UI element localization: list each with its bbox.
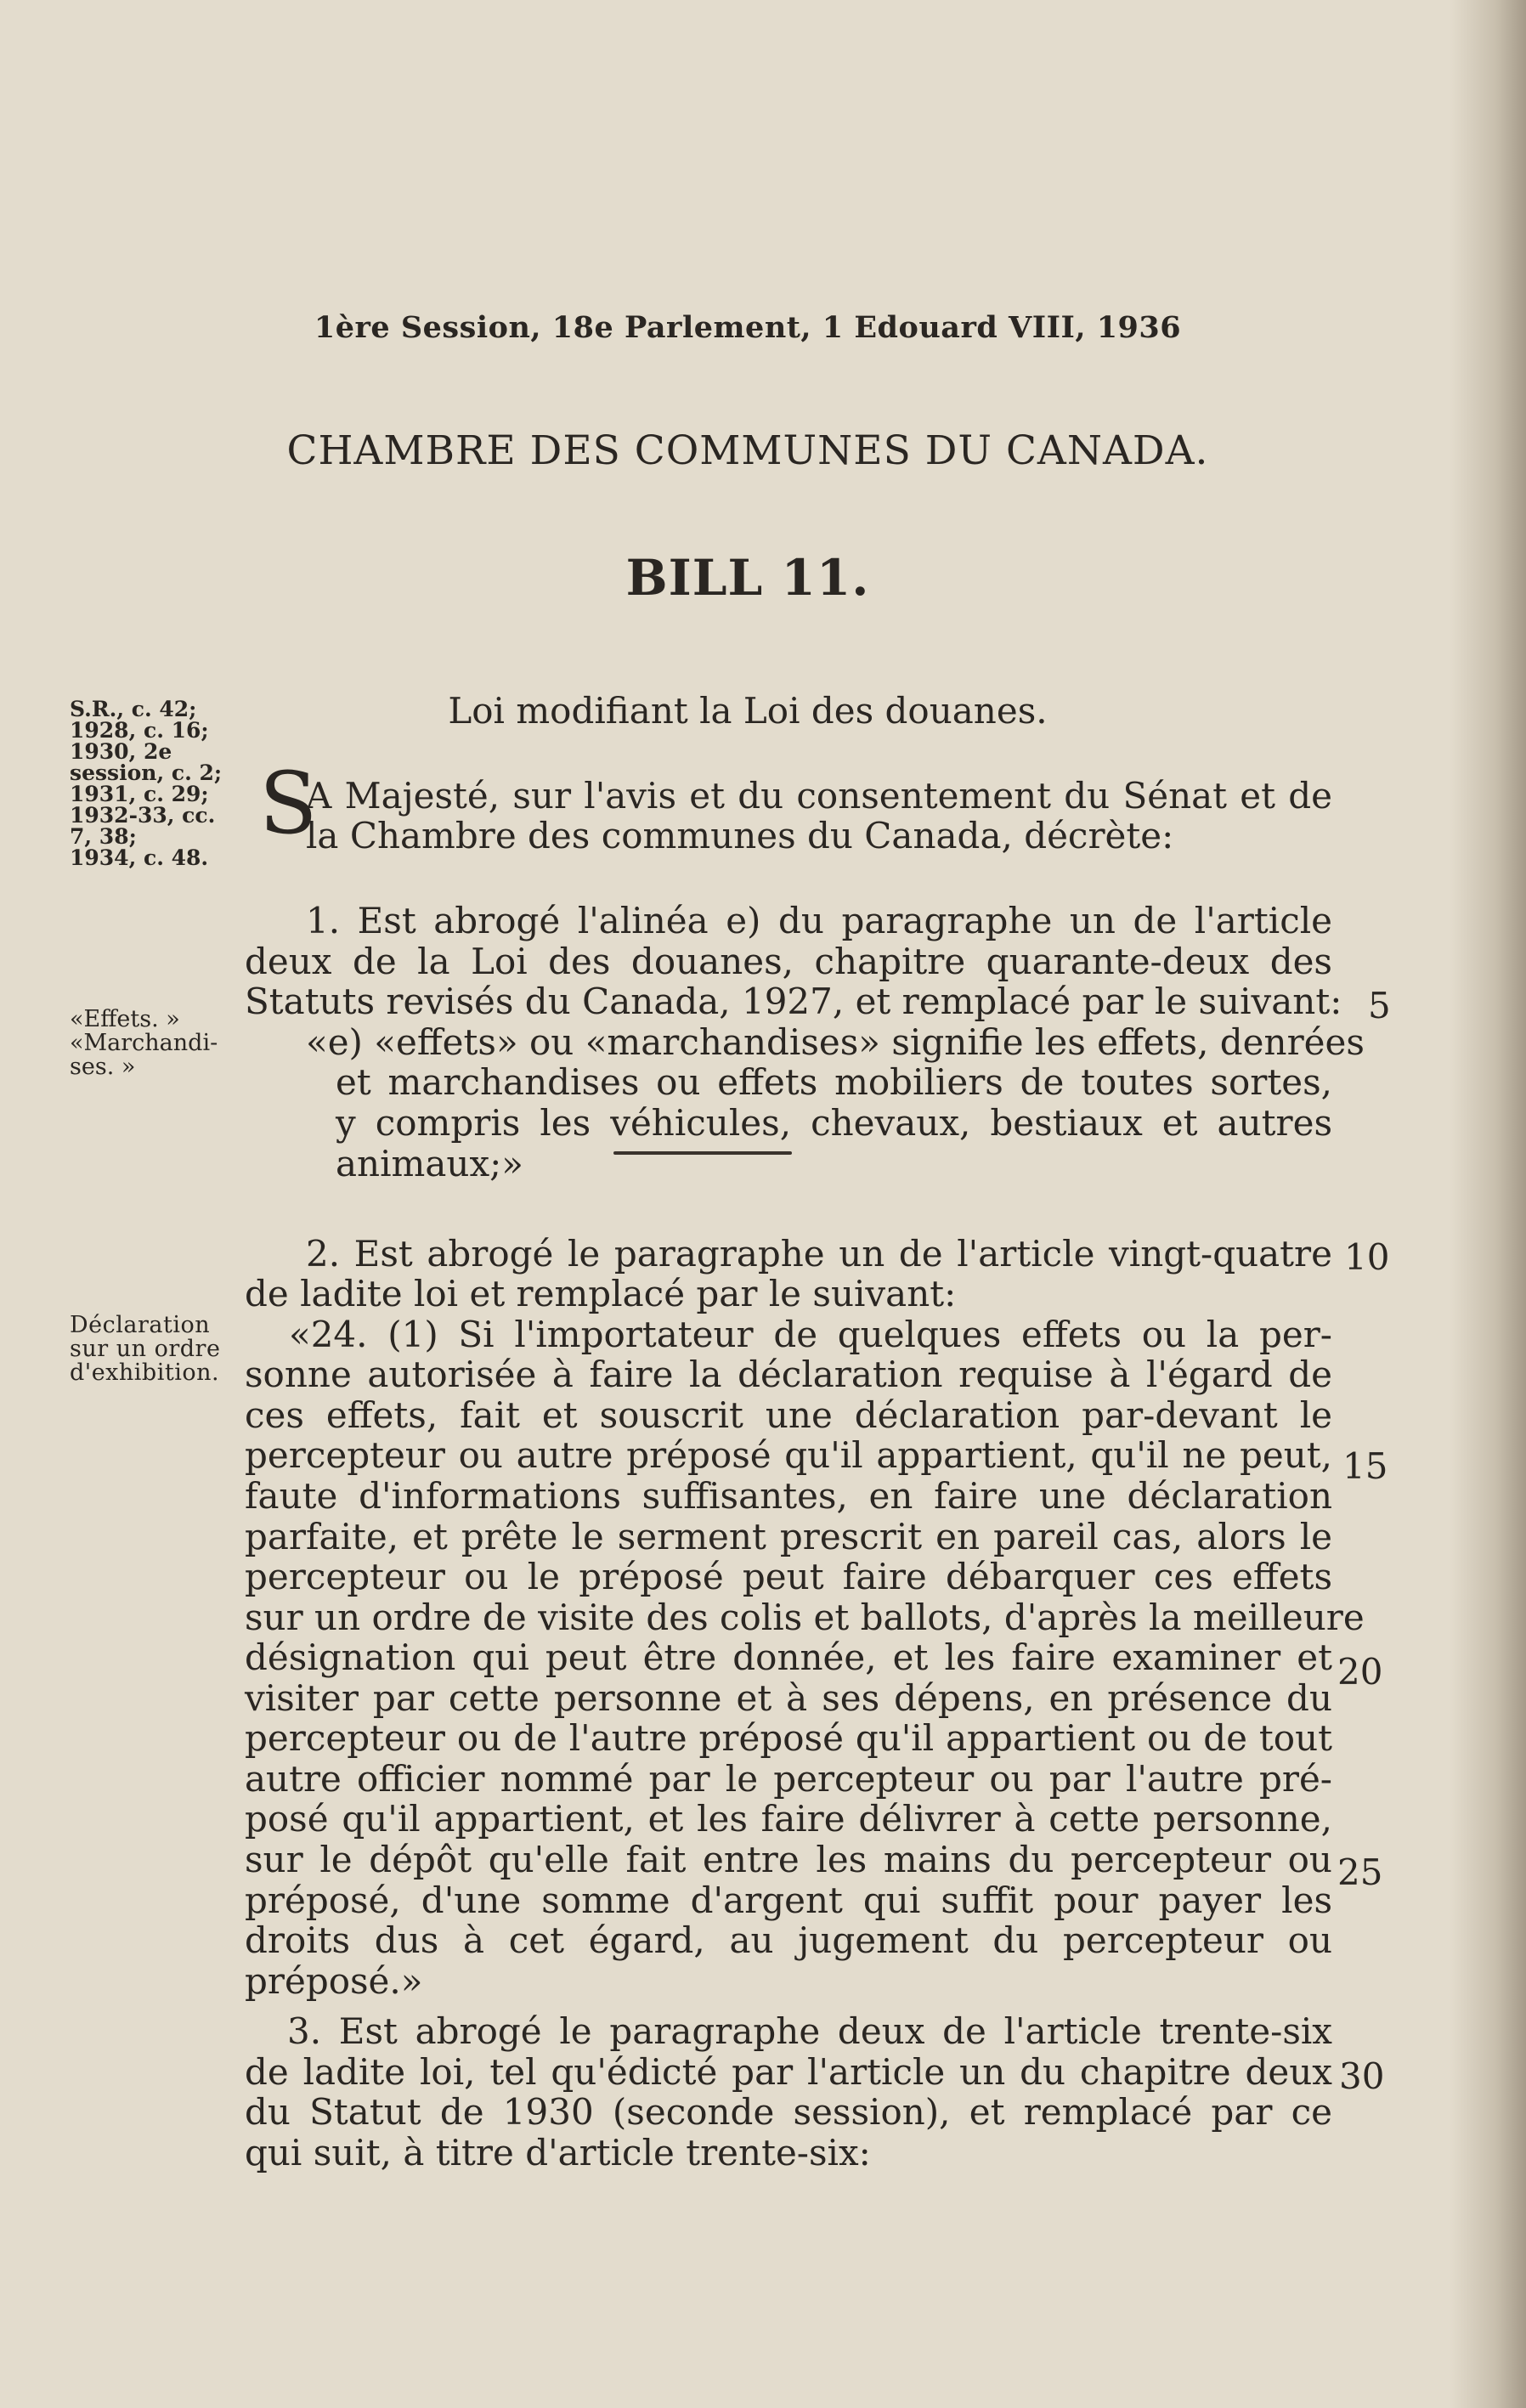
section-1-line: animaux;» <box>336 1143 523 1184</box>
section-2-line: préposé, d'une somme d'argent qui suffit pour payer les <box>245 1879 1332 1921</box>
section-1-line: 1. Est abrogé l'alinéa e) du paragraphe un de l'article <box>306 900 1332 941</box>
section-3-line: de ladite loi, tel qu'édicté par l'article un du chapitre deux <box>245 2051 1332 2093</box>
line-number: 5 <box>1368 985 1391 1026</box>
margin-note-declaration: Déclaration sur un ordre d'exhibition. <box>70 1312 221 1386</box>
bill-title: Loi modifiant la Loi des douanes. <box>448 690 1048 732</box>
section-2-line: préposé.» <box>245 1960 423 2002</box>
section-1-line: y compris les véhicules, chevaux, bestiaux et autres <box>336 1102 1332 1144</box>
line-number: 30 <box>1339 2055 1385 2097</box>
section-2-line: percepteur ou autre préposé qu'il appartient, qu'il ne peut, <box>245 1434 1332 1476</box>
line-number: 25 <box>1337 1851 1383 1893</box>
line-number: 20 <box>1337 1651 1383 1693</box>
handwritten-underline <box>613 1151 792 1155</box>
enacting-line-2: la Chambre des communes du Canada, décrète: <box>306 815 1174 856</box>
section-1-line: deux de la Loi des douanes, chapitre quarante-deux des <box>245 941 1332 982</box>
line-number: 15 <box>1342 1445 1388 1487</box>
section-2-line: parfaite, et prête le serment prescrit en pareil cas, alors le <box>245 1516 1332 1557</box>
margin-note-references: S.R., c. 42; 1928, c. 16; 1930, 2e session, c. 2; 1931, c. 29; 1932-33, cc. 7, 38; 1934, c. 48. <box>70 697 223 870</box>
section-1-line: Statuts revisés du Canada, 1927, et remplacé par le suivant: <box>245 981 1342 1022</box>
section-3-line: 3. Est abrogé le paragraphe deux de l'article trente-six <box>287 2010 1332 2052</box>
section-2-line: de ladite loi et remplacé par le suivant: <box>245 1273 957 1314</box>
section-2-line: faute d'informations suffisantes, en faire une déclaration <box>245 1475 1332 1517</box>
section-2-line: «24. (1) Si l'importateur de quelques effets ou la per- <box>289 1314 1332 1355</box>
section-2-line: désignation qui peut être donnée, et les faire examiner et <box>245 1636 1332 1678</box>
section-2-line: percepteur ou le préposé peut faire débarquer ces effets <box>245 1556 1332 1597</box>
line-number: 10 <box>1344 1236 1390 1278</box>
margin-note-effets: «Effets. » «Marchandi- ses. » <box>70 1006 218 1080</box>
section-3-line: qui suit, à titre d'article trente-six: <box>245 2132 871 2173</box>
section-1-line: et marchandises ou effets mobiliers de toutes sortes, <box>336 1061 1332 1103</box>
chamber-header: CHAMBRE DES COMMUNES DU CANADA. <box>286 427 1209 474</box>
bill-number: BILL 11. <box>625 549 870 607</box>
section-2-line: autre officier nommé par le percepteur ou par l'autre pré- <box>245 1758 1332 1800</box>
section-3-line: du Statut de 1930 (seconde session), et remplacé par ce <box>245 2091 1332 2133</box>
page-edge-shadow <box>1450 0 1526 2408</box>
session-header: 1ère Session, 18e Parlement, 1 Edouard VIII, 1936 <box>314 310 1182 345</box>
section-2-line: percepteur ou de l'autre préposé qu'il appartient ou de tout <box>245 1717 1332 1759</box>
section-2-line: sur un ordre de visite des colis et ballots, d'après la meilleure <box>245 1597 1365 1638</box>
enacting-line-1: A Majesté, sur l'avis et du consentement du Sénat et de <box>306 775 1332 817</box>
section-2-line: visiter par cette personne et à ses dépens, en présence du <box>245 1677 1332 1719</box>
section-2-line: 2. Est abrogé le paragraphe un de l'article vingt-quatre <box>306 1233 1332 1275</box>
section-2-line: sonne autorisée à faire la déclaration requise à l'égard de <box>245 1354 1332 1395</box>
section-2-line: posé qu'il appartient, et les faire délivrer à cette personne, <box>245 1798 1332 1840</box>
section-2-line: ces effets, fait et souscrit une déclaration par-devant le <box>245 1394 1332 1436</box>
section-1-line: «e) «effets» ou «marchandises» signifie les effets, denrées <box>306 1021 1365 1063</box>
dropcap-letter: S <box>259 754 318 853</box>
section-2-line: sur le dépôt qu'elle fait entre les mains du percepteur ou <box>245 1839 1332 1880</box>
section-2-line: droits dus à cet égard, au jugement du percepteur ou <box>245 1919 1332 1961</box>
